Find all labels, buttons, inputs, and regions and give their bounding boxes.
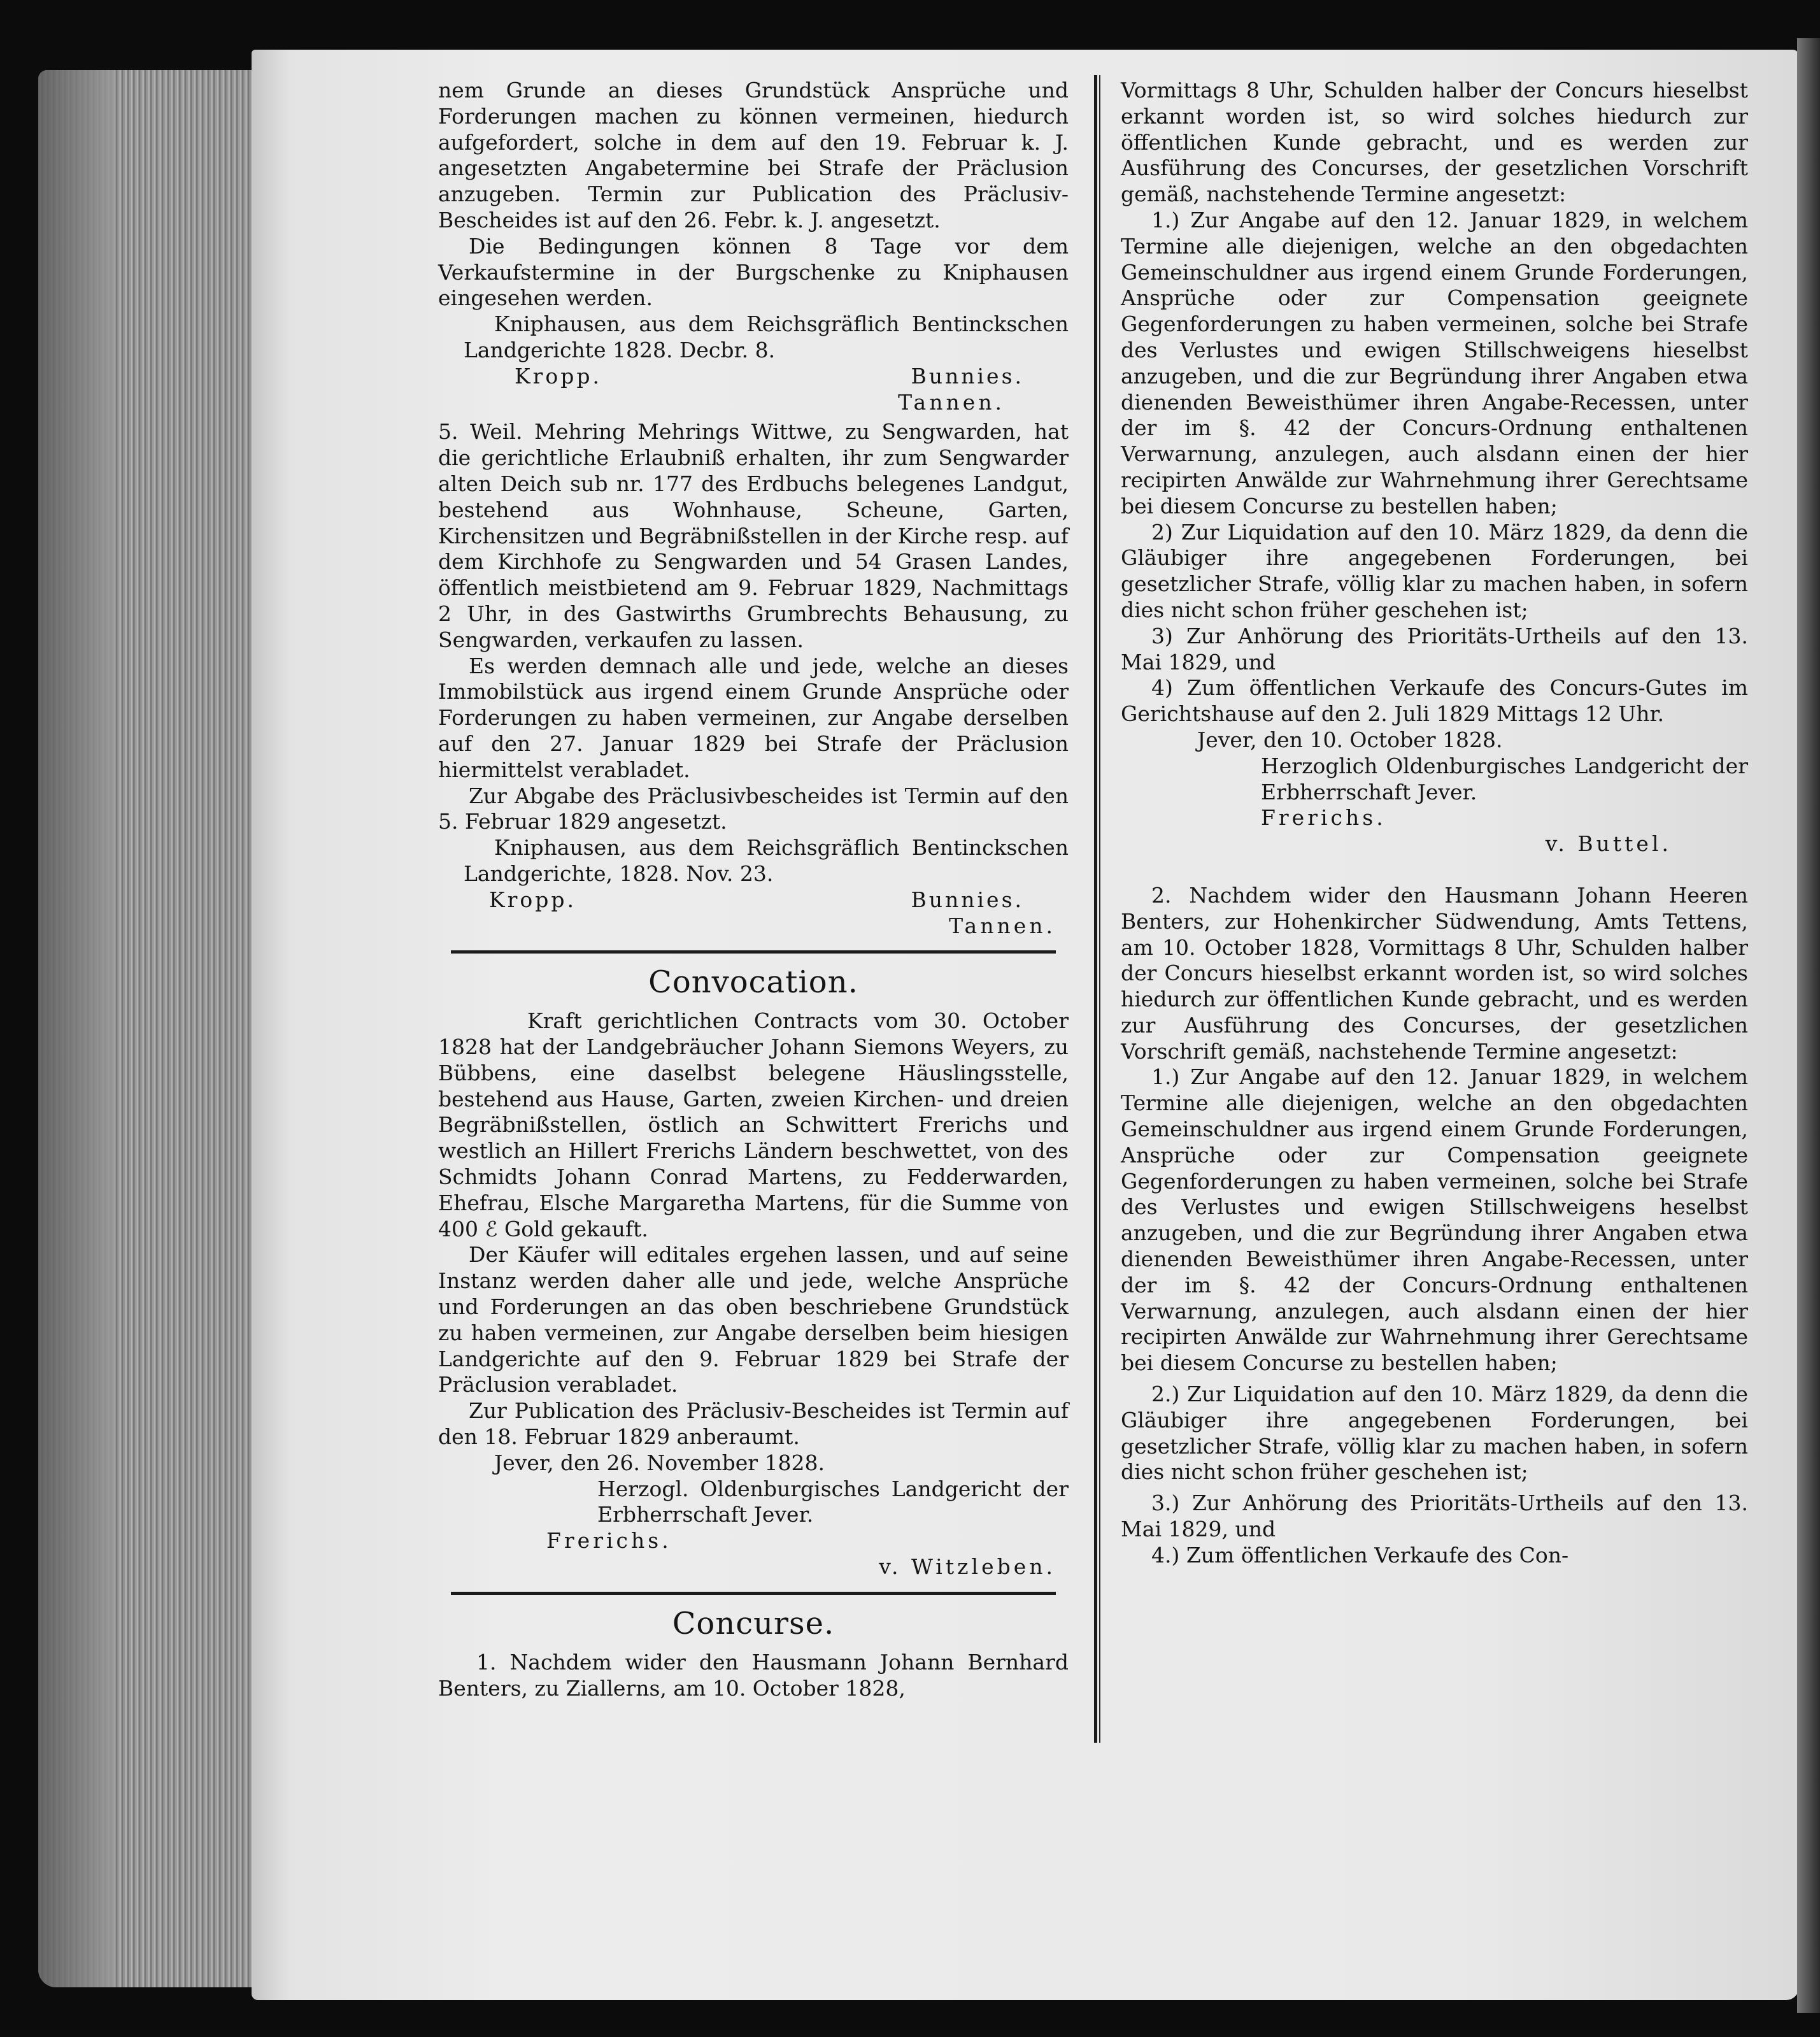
signature-left: Frerichs. xyxy=(1261,805,1386,831)
signature-line xyxy=(438,364,1069,390)
signature-right: Bunnies. xyxy=(911,887,1024,912)
date-line: Jever, den 10. October 1828. xyxy=(1197,727,1503,752)
term-4: 4.) Zum öffentlichen Verkaufe des Con- xyxy=(1151,1542,1569,1568)
paragraph-contract: Kraft gerichtlichen Contracts vom 30. October 1828 hat der Landgebräucher Johann Siemons Weyers, zu Bübbens, eine daselbst belegene Häuslingsstelle, bestehend aus Hause, Garten, zweien Kirchen- und dreien Begräbnißstellen, östlich an Schwittert Frerichs und westlich an Hillert Frerichs Ländern beschwettet, von des Schmidts Johann Conrad Martens, zu Fedderwarden, Ehefrau, Elsche Margaretha Martens, für die Summe von 400 ℰ Gold gekauft. xyxy=(438,1008,1069,1241)
paragraph-continuation: Vormittags 8 Uhr, Schulden halber der Concurs hieselbst erkannt worden ist, so wird solches hiedurch zur öffentlichen Kunde gebracht, und es werden zur Ausführung des Concurses, der gesetzlichen Vorschrift gemäß, nachstehende Termine angesetzt: xyxy=(1121,78,1748,207)
term-2: 2.) Zur Liquidation auf den 10. März 1829, da denn die Gläubiger ihre angegebenen Forderungen, bei gesetzlicher Strafe, völlig klar zu machen haben, in sofern dies nicht schon früher geschehen ist; xyxy=(1121,1382,1748,1485)
court-line: Kniphausen, aus dem Reichsgräflich Bentinckschen Landgerichte, 1828. Nov. 23. xyxy=(464,835,1069,886)
notice-concurse-2: 2. Nachdem wider den Hausmann Johann Heeren Benters, zur Hohenkircher Südwendung, Amts Tettens, am 10. October 1828, Vormittags 8 Uhr, Schulden halber der Concurs hieselbst erkannt worden ist, so wird solches hiedurch zur öffentlichen Kunde gebracht, und es werden zur Ausführung des Concurses, der gesetzlichen Vorschrift gemäß, nachstehende Termine angesetzt: xyxy=(1121,882,1748,1064)
paragraph-conditions: Die Bedingungen können 8 Tage vor dem Verkaufstermine in der Burgschenke zu Kniphausen eingesehen werden. xyxy=(438,233,1069,311)
column-divider-inner xyxy=(1099,75,1100,1743)
paragraph-buyer: Der Käufer will editales ergehen lassen, und auf seine Instanz werden daher alle und jede, welche Ansprüche und Forderungen an das oben beschriebene Grundstück zu haben vermeinen, zur Angabe derselben beim hiesigen Landgerichte auf den 9. Februar 1829 bei Strafe der Präclusion verabladet. xyxy=(438,1242,1069,1397)
term-1: 1.) Zur Angabe auf den 12. Januar 1829, in welchem Termine alle diejenigen, welche an den obgedachten Gemeinschuldner aus irgend einem Grunde Forderungen, Ansprüche oder zur Compensation geeignete Gegenforderungen zu haben vermeinen, solche bei Strafe des Verlustes und ewigen Stillschweigens heselbst anzugeben, und die zur Begründung ihrer Angaben etwa dienenden Beweisthümer ihren Angabe-Recessen, unter der im §. 42 der Concurs-Ordnung enthaltenen Verwarnung, anzulegen, auch alsdann einen der hier recipirten Anwälde zur Wahrnehmung ihrer Gerechtsame bei diesem Concurse zu bestellen haben; xyxy=(1121,1064,1748,1376)
signature-right: Bunnies. xyxy=(911,363,1024,389)
paragraph-continuation: nem Grunde an dieses Grundstück Ansprüche und Forderungen machen zu können vermeinen, hiedurch aufgefordert, solche in dem auf den 19. Februar k. J. angesetzten Angabetermine bei Strafe der Präclusion anzugeben. Termin zur Publication des Präclusiv-Bescheides ist auf den 26. Febr. k. J. angesetzt. xyxy=(438,78,1069,232)
date-line: Jever, den 26. November 1828. xyxy=(494,1450,825,1475)
paragraph-term: Zur Abgabe des Präclusivbescheides ist Termin auf den 5. Februar 1829 angesetzt. xyxy=(438,783,1069,834)
signature-left: Kropp. xyxy=(489,887,577,912)
section-rule xyxy=(451,1592,1056,1595)
section-rule xyxy=(451,950,1056,954)
signature-line xyxy=(438,887,1069,913)
court-line: Kniphausen, aus dem Reichsgräflich Bentinckschen Landgerichte 1828. Decbr. 8. xyxy=(464,311,1069,362)
paragraph-publication: Zur Publication des Präclusiv-Bescheides ist Termin auf den 18. Februar 1829 anberaumt. xyxy=(438,1398,1069,1450)
section-heading-concurse: Concurse. xyxy=(672,1605,835,1641)
term-1: 1.) Zur Angabe auf den 12. Januar 1829, in welchem Termine alle diejenigen, welche an den obgedachten Gemeinschuldner aus irgend einem Grunde Forderungen, Ansprüche oder zur Compensation geeignete Gegenforderungen zu haben vermeinen, solche bei Strafe des Verlustes und ewigen Stillschweigens hieselbst anzugeben, und die zur Begründung ihrer Angaben etwa dienenden Beweisthümer ihren Angabe-Recessen, unter der im §. 42 der Concurs-Ordnung enthaltenen Verwarnung, anzulegen, auch alsdann einen der hier recipirten Anwälde zur Wahrnehmung ihrer Gerechtsame bei diesem Concurse zu bestellen haben; xyxy=(1121,207,1748,518)
signature-third: Tannen. xyxy=(949,913,1056,938)
section-heading-convocation: Convocation. xyxy=(648,964,858,1001)
signature-left: Kropp. xyxy=(515,363,602,389)
term-2: 2) Zur Liquidation auf den 10. März 1829, da denn die Gläubiger ihre angegebenen Forderungen, bei gesetzlicher Strafe, völlig klar zu machen haben, in sofern dies nicht schon früher geschehen ist; xyxy=(1121,519,1748,622)
term-3: 3) Zur Anhörung des Prioritäts-Urtheils auf den 13. Mai 1829, und xyxy=(1121,623,1748,675)
paragraph-summons: Es werden demnach alle und jede, welche an dieses Immobilstück aus irgend einem Grunde Ansprüche oder Forderungen zu haben vermeinen, zur Angabe derselben auf den 27. Januar 1829 bei Strafe der Präclusion hiermittelst verabladet. xyxy=(438,653,1069,782)
signature-third: Tannen. xyxy=(898,389,1005,415)
right-column xyxy=(1121,78,1748,1569)
term-4: 4) Zum öffentlichen Verkaufe des Concurs-Gutes im Gerichtshause auf den 2. Juli 1829 Mittags 12 Uhr. xyxy=(1121,675,1748,727)
notice-5: 5. Weil. Mehring Mehrings Wittwe, zu Sengwarden, hat die gerichtliche Erlaubniß erhalten, ihr zum Sengwarder alten Deich sub nr. 177 des Erdbuchs belegenes Landgut, bestehend aus Wohnhause, Scheune, Garten, Kirchensitzen und Begräbnißstellen in der Kirche resp. auf dem Kirchhofe zu Sengwarden und 54 Grasen Landes, öffentlich meistbietend am 9. Februar 1829, Nachmittags 2 Uhr, in des Gastwirths Grumbrechts Behausung, zu Sengwarden, verkaufen zu lassen. xyxy=(438,419,1069,652)
book-spine-shadow xyxy=(38,70,115,1987)
term-3: 3.) Zur Anhörung des Prioritäts-Urtheils auf den 13. Mai 1829, und xyxy=(1121,1490,1748,1542)
court-line: Herzogl. Oldenburgisches Landgericht der Erbherrschaft Jever. xyxy=(597,1476,1069,1527)
signature-right: v. Witzleben. xyxy=(879,1554,1056,1580)
column-divider xyxy=(1094,75,1097,1743)
signature-right: v. Buttel. xyxy=(1545,831,1672,857)
left-column xyxy=(438,78,1069,1701)
court-line: Herzoglich Oldenburgisches Landgericht der Erbherrschaft Jever. xyxy=(1261,753,1748,804)
facing-page-edge xyxy=(1797,38,1820,2013)
signature-left: Frerichs. xyxy=(546,1528,672,1554)
notice-concurse-1: 1. Nachdem wider den Hausmann Johann Bernhard Benters, zu Ziallerns, am 10. October 1828, xyxy=(438,1649,1069,1701)
